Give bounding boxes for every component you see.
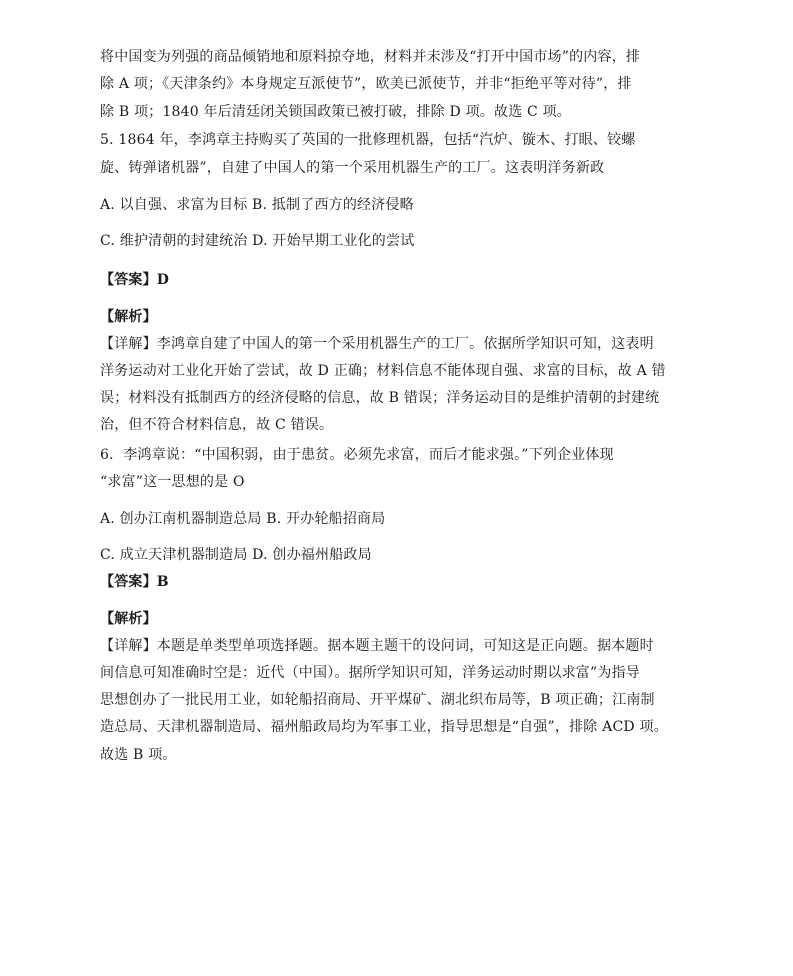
explanation-line: 故选 B 项。 xyxy=(100,747,177,763)
question-5-stem: 5. 1864 年，李鸿章主持购买了英国的一批修理机器，包括“汽炉、镟木、打眼、铰螺 xyxy=(100,132,636,148)
explanation-line: 误；材料没有抵制西方的经济侵略的信息，故 B 错误；洋务运动目的是维护清朝的封建统 xyxy=(100,390,660,406)
text-line: 将中国变为列强的商品倾销地和原料掠夺地，材料并未涉及“打开中国市场”的内容，排 xyxy=(100,49,641,65)
explanation-line: 洋务运动对工业化开始了尝试，故 D 正确；材料信息不能体现自强、求富的目标，故 A 错 xyxy=(100,363,666,379)
analysis-label: 【解析】 xyxy=(100,611,157,627)
question-5-stem: 旋、铸弹诸机器”，自建了中国人的第一个采用机器生产的工厂。这表明洋务新政 xyxy=(100,160,605,176)
question-5-options: A. 以自强、求富为目标 B. 抵制了西方的经济侵略 xyxy=(100,197,414,213)
explanation-line: 间信息可知准确时空是：近代（中国）。据所学知识可知，洋务运动时期以求富”为指导 xyxy=(100,665,640,681)
explanation-line: 思想创办了一批民用工业，如轮船招商局、开平煤矿、湖北织布局等，B 项正确；江南制 xyxy=(100,692,655,708)
text-line: 除 B 项；1840 年后清廷闭关锁国政策已被打破，排除 D 项。故选 C 项。 xyxy=(100,104,572,120)
analysis-label: 【解析】 xyxy=(100,309,157,325)
question-5-options: C. 维护清朝的封建统治 D. 开始早期工业化的尝试 xyxy=(100,233,415,249)
question-6-options: C. 成立天津机器制造局 D. 创办福州船政局 xyxy=(100,547,372,563)
text-line: 除 A 项；《天津条约》本身规定互派使节”，欧美已派使节，并非“拒绝平等对待”，排 xyxy=(100,76,632,92)
explanation-line: 【详解】李鸿章自建了中国人的第一个采用机器生产的工厂。依据所学知识可知，这表明 xyxy=(100,336,654,352)
answer-label: 【答案】D xyxy=(100,272,170,288)
explanation-line: 治，但不符合材料信息，故 C 错误。 xyxy=(100,417,334,433)
question-6-stem: 6．李鸿章说：“中国积弱，由于患贫。必须先求富，而后才能求强。”下列企业体现 xyxy=(100,447,614,463)
question-6-options: A. 创办江南机器制造总局 B. 开办轮船招商局 xyxy=(100,511,386,527)
answer-label: 【答案】B xyxy=(100,574,169,590)
explanation-line: 造总局、天津机器制造局、福州船政局均为军事工业，指导思想是“自强”，排除 ACD 项。 xyxy=(100,719,668,735)
explanation-line: 【详解】本题是单类型单项选择题。据本题主题干的设问词，可知这是正向题。据本题时 xyxy=(100,638,654,654)
question-6-stem: “求富”这一思想的是 O xyxy=(100,474,245,490)
